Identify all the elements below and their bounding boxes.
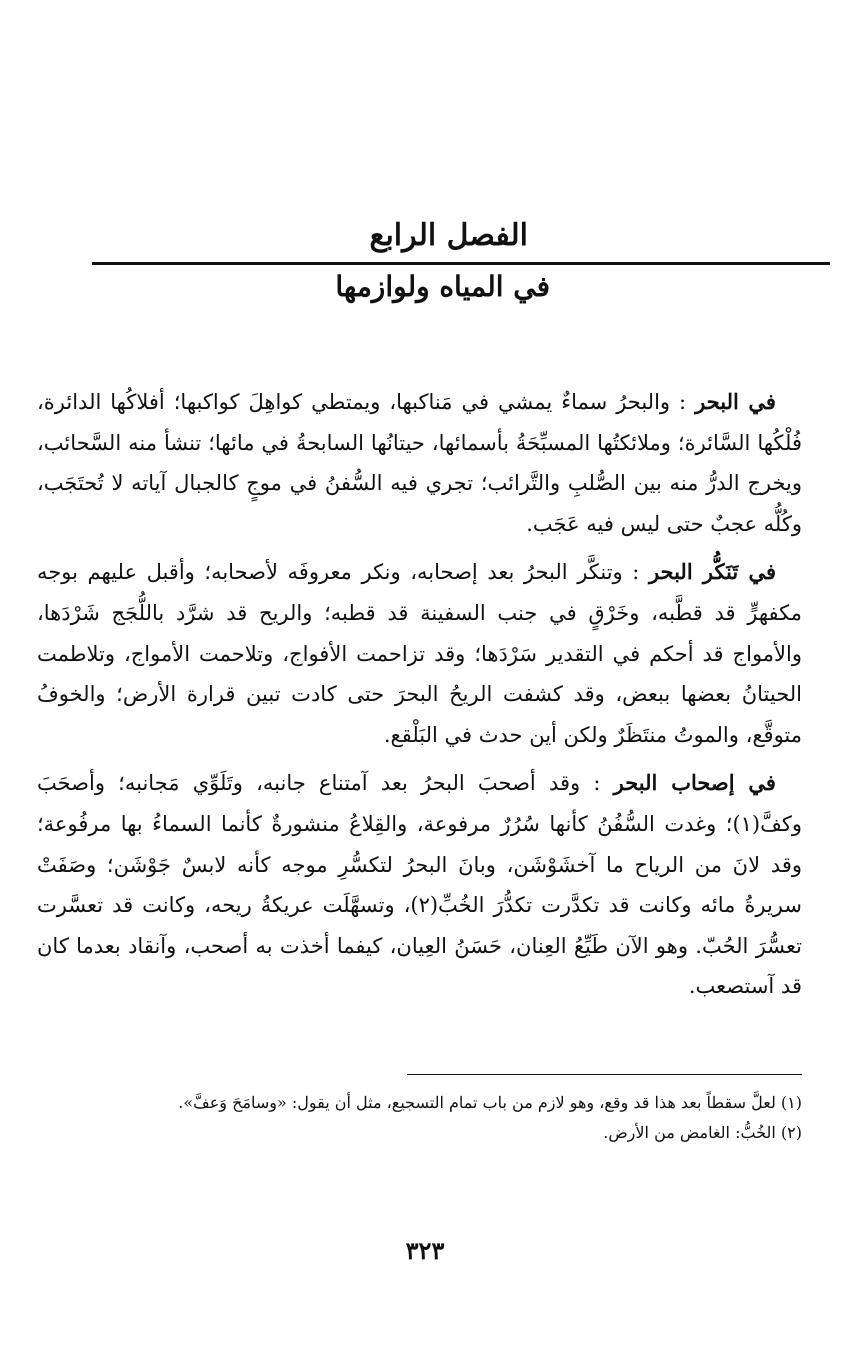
paragraph-text: : وقد أصحبَ البحرُ بعد آمتناع جانبه، وتَلَوِّي مَجانبه؛ وأصحَبَ وكفَّ(١)؛ وغدت السُّفُنُ كأنها سُرُرٌ مرفوعة، والقِلاعُ منشورةٌ كأنما السماءُ بها مرفُوعة؛ وقد لانَ من الرياح ما آخشَوْشَن، وبانَ البحرُ لتكسُّرِ موجه كأنه لابسٌ جَوْشَن؛ وصَفَتْ سريرةُ مائه وكانت قد تكدَّرت تكدُّرَ الخُبِّ(٢)، وتسهَّلَت عريكةُ ريحه، وكانت قد تعسَّرت تعسُّرَ الحُبّ. وهو الآن طَيِّعُ العِنان، حَسَنُ العِيان، كيفما أخذت به أصحب، وآنقاد بعدما كان قد آستصعب. bbox=[37, 771, 802, 999]
footnote-1: (١) لعلَّ سقطاً بعد هذا قد وقع، وهو لازم من باب تمام التسجيع، مثل أن يقول: «وسامَحَ وَعفَّ». bbox=[178, 1093, 802, 1112]
footnotes bbox=[37, 1088, 802, 1148]
footnote-2: (٢) الخُبُّ: الغامض من الأرض. bbox=[603, 1123, 802, 1142]
chapter-subtitle: في المياه ولوازمها bbox=[335, 270, 550, 303]
footnote-divider bbox=[407, 1074, 802, 1075]
paragraph-text: : وتنكَّر البحرُ بعد إصحابه، ونكر معروفَه لأصحابه؛ وأقبل عليهم بوجه مكفهرٍّ قد قطَّبه، وخَرْقٍ في جنب السفينة قد قطبه؛ والريح قد شرَّد باللُّجَج شَرْدَها، والأمواج قد أحكم في التقدير سَرْدَها؛ وقد تزاحمت الأفواج، وتلاحمت الأمواج، وتلاطمت الحيتانُ بعضها ببعض، وقد كشفت الريحُ البحرَ حتى كادت تبين قرارة الأرض؛ والخوفُ متوقَّع، والموتُ منتَظَرٌ ولكن أين حدث في البَلْقع. bbox=[37, 560, 802, 747]
paragraph-sea bbox=[37, 382, 802, 544]
page-number: ٣٢٣ bbox=[405, 1236, 445, 1265]
body-text bbox=[37, 382, 802, 1015]
chapter-title: الفصل الرابع bbox=[369, 218, 528, 253]
paragraph-text: : والبحرُ سماءٌ يمشي في مَناكبها، ويمتطي كواهِلَ كواكبها؛ أفلاكُها الدائرة، فُلْكُها السَّائرة؛ وملائكتُها المسبِّحَةُ بأسمائها، حيتانُها السابحةُ في مائها؛ تنشأ منه السَّحائب، ويخرج الدرُّ منه بين الصُّلبِ والتَّرائب؛ تجري فيه السُّفنُ في موجٍ كالجبال آياته لا تُحتَجَب، وكُلُّه عجبٌ حتى ليس فيه عَجَب. bbox=[37, 390, 802, 536]
paragraph-sea-rough bbox=[37, 552, 802, 755]
paragraph-heading: في تَنَكُّر البحر bbox=[648, 559, 776, 585]
paragraph-sea-calm bbox=[37, 763, 802, 1007]
paragraph-heading: في إصحاب البحر bbox=[613, 770, 776, 796]
title-divider bbox=[92, 262, 830, 265]
paragraph-heading: في البحر bbox=[695, 389, 776, 414]
